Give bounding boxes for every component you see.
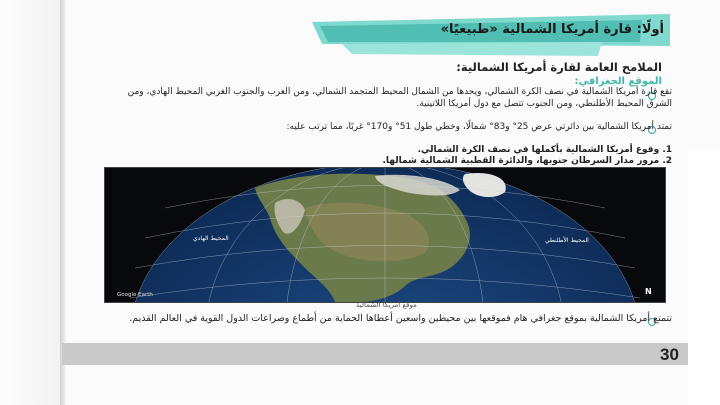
subsection-heading: الموقع الجغرافي: bbox=[574, 76, 662, 87]
list-item bbox=[382, 156, 672, 166]
map-label-atlantic: المحيط الأطلنطي bbox=[545, 237, 589, 244]
page-title: أولًا: قارة أمريكا الشمالية «طبيعيًا» bbox=[440, 22, 664, 37]
north-arrow-icon: N bbox=[645, 287, 652, 296]
globe-map-image bbox=[104, 167, 666, 303]
scan-margin bbox=[0, 0, 60, 405]
footer-band bbox=[62, 343, 720, 365]
paragraph-extent: تمتد أمريكا الشمالية بين دائرتي عرض 25° و83° شمالًا، وخطي طول 51° و170° غربًا، مما ترتب عليه: bbox=[286, 122, 672, 132]
section-heading: الملامح العامة لقارة أمريكا الشمالية: bbox=[456, 60, 662, 74]
list-item-text: وقوع أمريكا الشمالية بأكملها في نصف الكرة الشمالي. bbox=[417, 145, 660, 155]
list-item-number: 2. bbox=[662, 156, 672, 166]
page-number: 30 bbox=[660, 345, 679, 364]
map-label-pacific: المحيط الهادي bbox=[193, 235, 229, 242]
paragraph-importance: تتمتع أمريكا الشمالية بموقع جغرافي هام فموقعها بين محيطين واسعين أعطاها الحماية من أطماع وصراعات الدول القوية في العالم القديم. bbox=[129, 313, 672, 324]
list-item bbox=[418, 145, 672, 155]
list-item-number: 1. bbox=[662, 145, 672, 155]
list-item-text: مرور مدار السرطان جنوبها، والدائرة القطبية الشمالية شمالها. bbox=[382, 156, 660, 166]
globe-map-drawing bbox=[105, 168, 665, 302]
map-watermark: Google Earth bbox=[117, 292, 153, 298]
paragraph-location: تقع قارة أمريكا الشمالية في نصف الكرة الشمالي، ويحدها من الشمال المحيط المتجمد الشمالي، ومن الغرب والجنوب الغربي المحيط الهادي، ومن الشرق المحيط الأطلنطي، ومن الجنوب تتصل مع دول أمريكا اللاتينية. bbox=[127, 87, 672, 109]
map-caption: موقع أمريكا الشمالية bbox=[356, 301, 417, 309]
scan-margin-right bbox=[688, 150, 720, 405]
